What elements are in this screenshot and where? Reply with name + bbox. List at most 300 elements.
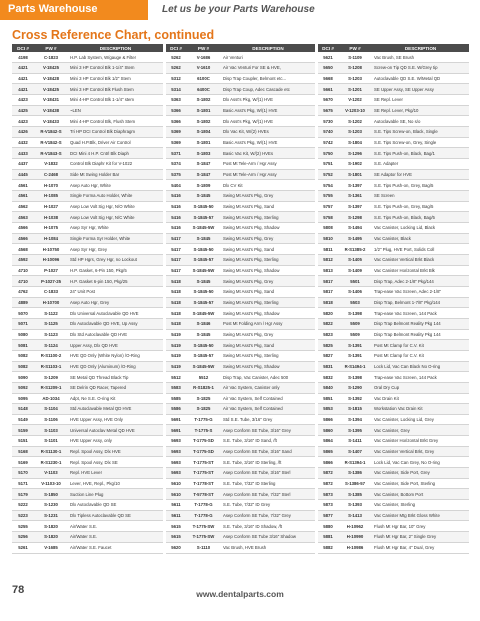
dci-number: 5261 <box>12 542 34 553</box>
table-row <box>166 286 315 297</box>
table-row <box>166 95 315 106</box>
table-row <box>166 510 315 521</box>
table-row <box>166 361 315 372</box>
table-row <box>12 223 163 234</box>
dci-number: 5090 <box>12 372 34 383</box>
dci-number: 5872 <box>318 478 338 489</box>
description: Air/Water S.E. <box>68 521 163 532</box>
pw-number: H-1085 <box>34 191 68 202</box>
dci-number: 5223 <box>12 510 34 521</box>
pw-number: V-1610 <box>186 63 221 74</box>
dci-number: 5650 <box>318 63 338 74</box>
table-row <box>318 159 469 170</box>
table-row <box>318 446 469 457</box>
dci-number: 5149 <box>12 414 34 425</box>
pw-number: S-1406 <box>338 286 372 297</box>
dci-number: 5877 <box>318 510 338 521</box>
pw-number: 6400C <box>186 84 221 95</box>
table-row <box>318 137 469 148</box>
description: Air Vac System, Canister only <box>221 382 315 393</box>
pw-number: S-1801 <box>186 105 221 116</box>
description: 1/2" Plug, HVE Port, Solids Coll <box>372 244 469 255</box>
description: S.E. Tips Push-on, Black, Bag/5 <box>372 212 469 223</box>
table-row <box>166 308 315 319</box>
pw-number: S-1845-5W <box>186 265 221 276</box>
description: Lever, HVE, Repl., Pkg/10 <box>68 478 163 489</box>
pw-number: S-1802 <box>186 116 221 127</box>
description: Swing Mt Asst's Pkg, Grey <box>221 276 315 287</box>
table-row <box>12 105 163 116</box>
table-row <box>318 510 469 521</box>
table-row <box>318 521 469 532</box>
pw-number: H-10990 <box>338 532 372 543</box>
description: Post Mt Tele-Arm / Hgr Assy <box>221 159 315 170</box>
description: Post Mt Tele-Arm / Hgr Assy <box>221 169 315 180</box>
description: SE Repl. Lever, Pkg/10 <box>372 105 469 116</box>
dci-number: 5742 <box>318 137 338 148</box>
dci-number: 4433 <box>12 148 34 159</box>
table-row <box>12 340 163 351</box>
table-row <box>166 489 315 500</box>
pw-number: P-1027-25 <box>34 276 68 287</box>
dci-number: 5840 <box>318 382 338 393</box>
description: Vac Canister, Black <box>372 233 469 244</box>
description: SE Adaptor for HVE <box>372 169 469 180</box>
table-row <box>12 116 163 127</box>
pw-number: H-10962 <box>338 521 372 532</box>
dci-number: 5621 <box>318 52 338 63</box>
table-row <box>318 329 469 340</box>
dci-number: 5417 <box>166 233 186 244</box>
description: SE Delrin QD Racer, Tapered <box>68 382 163 393</box>
description: H.P. Gasket, 6-Pin 150, Pkg/5 <box>68 265 163 276</box>
dci-header: DCI # <box>12 44 34 52</box>
pw-number: 5512 <box>186 372 221 383</box>
pw-number: S-1393 <box>338 500 372 511</box>
table-row <box>318 191 469 202</box>
table-row <box>318 265 469 276</box>
table-row <box>318 404 469 415</box>
description: Vac Canister Vertical Brkt Black <box>372 254 469 265</box>
table-row <box>318 393 469 404</box>
pw-number: S-1122 <box>34 308 68 319</box>
description: Asep Conform SE Tube, 7/32" Grey <box>221 510 315 521</box>
pw-number: S-1846 <box>186 318 221 329</box>
dci-number: 4198 <box>12 52 34 63</box>
pw-number: V-18425 <box>34 63 68 74</box>
pw-number: S-1411 <box>338 436 372 447</box>
table-row <box>12 169 163 180</box>
table-row <box>166 63 315 74</box>
pw-number: S-1208 <box>338 63 372 74</box>
dci-number: 4762 <box>12 286 34 297</box>
description: S.E. Tips Push-on, Grey, Bag/5 <box>372 180 469 191</box>
pw-number: S-1104 <box>34 404 68 415</box>
dci-number: 5880 <box>318 521 338 532</box>
pw-number: S-1803 <box>186 148 221 159</box>
pw-number: R-V1843-S <box>34 148 68 159</box>
pw-number: S-1395 <box>338 425 372 436</box>
pw-number: S-1231 <box>34 510 68 521</box>
dci-number: 5825 <box>318 340 338 351</box>
dci-number: 5171 <box>12 478 34 489</box>
table-row <box>12 414 163 425</box>
description: Screw-on Tip QD S.E. W/Grey tip <box>372 63 469 74</box>
dci-number: 4445 <box>12 169 34 180</box>
dci-number: 5369 <box>166 137 186 148</box>
table-row <box>166 532 315 543</box>
pw-header: PW # <box>338 44 372 52</box>
pw-number: H-10096 <box>34 254 68 265</box>
dci-number: 4568 <box>12 244 34 255</box>
description: HVE QD Only (White Nylon) /O-Ring <box>68 350 163 361</box>
description: S.E. Adapter <box>372 159 469 170</box>
table-row <box>166 372 315 383</box>
description: Asep Syr Hgr, Grey <box>68 244 163 255</box>
description-header: DESCRIPTION <box>221 44 315 52</box>
description: Std Autoclavable Metal QD HVE <box>68 404 163 415</box>
pw-number: P-1027 <box>34 265 68 276</box>
table-row <box>12 500 163 511</box>
dci-number: 5675 <box>318 105 338 116</box>
description: SE Metal QD Thread Black Tip <box>68 372 163 383</box>
table-row <box>166 457 315 468</box>
table-row <box>166 468 315 479</box>
dci-number: 5159 <box>12 425 34 436</box>
pw-number: S-1845-50 <box>186 286 221 297</box>
dci-number: 5418 <box>166 276 186 287</box>
table-row <box>318 223 469 234</box>
dci-number: 5170 <box>12 468 34 479</box>
dci-number: 5583 <box>166 382 186 393</box>
pw-number: T-1775-G <box>186 414 221 425</box>
pw-number: V-18428 <box>34 73 68 84</box>
dci-header: DCI # <box>166 44 186 52</box>
dci-number: 4710 <box>12 265 34 276</box>
table-row <box>12 276 163 287</box>
description: DCI Mini 4 H.P. Cntrl Blk Diaph <box>68 148 163 159</box>
pw-number: S-1845-5W <box>186 308 221 319</box>
pw-number: R-S1825-1 <box>186 382 221 393</box>
table-row <box>166 180 315 191</box>
description: Autoclavable QD S.E. W/Metal QD <box>372 73 469 84</box>
pw-number: V-1832 <box>34 159 68 170</box>
dci-number: 5882 <box>318 542 338 553</box>
dci-number: 5363 <box>166 95 186 106</box>
dci-number: 5314 <box>166 84 186 95</box>
pw-number: S-1397 <box>338 201 372 212</box>
pw-number: V-18438 <box>34 105 68 116</box>
table-row <box>12 63 163 74</box>
table-row <box>318 532 469 543</box>
description: Dlx Asst's Pkg, W/(1) HVE <box>221 95 315 106</box>
table-row <box>318 308 469 319</box>
pw-number: S-1850 <box>34 489 68 500</box>
pw-number: R-S1394-1 <box>338 457 372 468</box>
description: Mini 3 HP Control Blk Flush Stem <box>68 84 163 95</box>
description: Universal Autoclav Metal QD HVE <box>68 425 163 436</box>
description: Repl. HVE Lever <box>68 468 163 479</box>
dci-number: 4592 <box>12 254 34 265</box>
description: S.E. Tube, 3/16" ID Sand, /ft <box>221 436 315 447</box>
dci-number: 4426 <box>12 127 34 138</box>
pw-number: V-1686 <box>186 52 221 63</box>
pw-number: H-10700 <box>34 297 68 308</box>
pw-number: S-1825 <box>186 404 221 415</box>
xref-table-2 <box>166 44 315 554</box>
table-row <box>318 63 469 74</box>
description: Mini 3 HP Control Blk 1-1/4" Stem <box>68 63 163 74</box>
description: Trap-ease Vac Screen, 144 Pack <box>372 372 469 383</box>
table-row <box>318 489 469 500</box>
description: Disp Trap Coup, Adec Cascade etc <box>221 84 315 95</box>
dci-header: DCI # <box>318 44 338 52</box>
dci-number: 5864 <box>318 436 338 447</box>
dci-number: 5255 <box>12 521 34 532</box>
dci-number: 5873 <box>318 500 338 511</box>
dci-number: 5740 <box>318 127 338 138</box>
dci-number: 5371 <box>166 148 186 159</box>
table-row <box>166 297 315 308</box>
pw-number: S-1845 <box>186 276 221 287</box>
table-row <box>12 425 163 436</box>
table-row <box>166 425 315 436</box>
dci-number: 5817 <box>318 276 338 287</box>
dci-number: 4563 <box>12 212 34 223</box>
table-row <box>12 201 163 212</box>
website-url[interactable]: www.dentalparts.com <box>196 589 284 599</box>
dci-number: 5693 <box>166 436 186 447</box>
pw-number: R-S1100-2 <box>34 350 68 361</box>
description: Disp Trap Belmont Reality Pkg 144 <box>372 318 469 329</box>
dci-number: 5312 <box>166 73 186 84</box>
table-row <box>166 478 315 489</box>
description: Dlx Tipless Autoclavable QD SE <box>68 510 163 521</box>
table-row <box>166 350 315 361</box>
dci-number: 5817 <box>318 286 338 297</box>
description: Basic Vac Kit, W/(2) HVEs <box>221 148 315 159</box>
dci-number: 5585 <box>166 393 186 404</box>
pw-number: S-1845-50 <box>186 201 221 212</box>
dci-number: 5822 <box>318 318 338 329</box>
pw-number: S-1845-50 <box>186 340 221 351</box>
pw-number: C-1823 <box>34 52 68 63</box>
pw-number: S-1801 <box>186 137 221 148</box>
description: Dlx CV Kit <box>221 180 315 191</box>
description: Suction Line Plug <box>68 489 163 500</box>
dci-number: 5881 <box>318 532 338 543</box>
dci-number: 5416 <box>166 212 186 223</box>
pw-number: S-1409 <box>338 265 372 276</box>
description: S.E. Tube, 7/32" ID Grey <box>221 500 315 511</box>
footer <box>0 574 480 621</box>
pw-number: T-1778-ST <box>186 478 221 489</box>
pw-number: V-1203-10 <box>338 105 372 116</box>
description: Asep Syr Hgr, White <box>68 223 163 234</box>
pw-number: S-1298 <box>338 212 372 223</box>
description: Asep Conform SE Tube, 3/16" Sterl <box>221 468 315 479</box>
table-row <box>166 148 315 159</box>
description: S.E. Tips Push-on, Grey, Bag/5 <box>372 201 469 212</box>
description: Repl. Spool Assy, Dlx SE <box>68 457 163 468</box>
pw-number: S-1845-5W <box>186 361 221 372</box>
dci-number: 5752 <box>318 169 338 180</box>
dci-number: 4561 <box>12 191 34 202</box>
dci-number: 5366 <box>166 105 186 116</box>
top-bar <box>0 0 480 20</box>
description: Air Vac Venturi For SE & HVE, <box>221 63 315 74</box>
pw-number: R-S1103-1 <box>34 361 68 372</box>
dci-number: 5256 <box>12 532 34 543</box>
table-row <box>12 52 163 63</box>
table-row <box>318 73 469 84</box>
table-row <box>12 297 163 308</box>
description: Asep Auto Hgr, White <box>68 180 163 191</box>
dci-number: 5757 <box>318 201 338 212</box>
description: Quad H.P.Blk, Driver Air Control <box>68 137 163 148</box>
description: Oral Dry Cup <box>372 382 469 393</box>
pw-number: S-1101 <box>34 436 68 447</box>
description: S.E. Tips Screw-on, Grey, Single <box>372 137 469 148</box>
pw-number: S-1124 <box>34 340 68 351</box>
pw-number: T-1775-SW <box>186 521 221 532</box>
pw-number: S-1809 <box>186 180 221 191</box>
description: HVE Upper Assy, HVE Only <box>68 414 163 425</box>
pw-number: S-1825 <box>186 393 221 404</box>
table-row <box>318 478 469 489</box>
dci-number: 5375 <box>166 169 186 180</box>
description: Repl. Spool Assy, Dlx HVE <box>68 446 163 457</box>
pw-number: S-1109 <box>338 52 372 63</box>
dci-number: 5404 <box>166 180 186 191</box>
pw-number: S-1815 <box>338 404 372 415</box>
description-header: DESCRIPTION <box>68 44 163 52</box>
dci-number: 5691 <box>166 425 186 436</box>
table-row <box>166 137 315 148</box>
table-row <box>12 532 163 543</box>
pw-number: S-1845-57 <box>186 212 221 223</box>
description: Flush Mt Hgr Bar, 10" Grey <box>372 521 469 532</box>
dci-number: 5586 <box>166 404 186 415</box>
table-row <box>166 276 315 287</box>
dci-number: 5866 <box>318 414 338 425</box>
description: Post Mt Folding Arm / Hgr Assy <box>221 318 315 329</box>
description: Tri HP DCI Control Blk Diaphragm <box>68 127 163 138</box>
dci-number: 5693 <box>166 468 186 479</box>
table-row <box>12 212 163 223</box>
description: H.P. Gasket 6-pin 150, Pkg/25 <box>68 276 163 287</box>
table-row <box>166 265 315 276</box>
description: Vac Canister Horizontal Brkt Blk <box>372 265 469 276</box>
dci-number: 5095 <box>12 393 34 404</box>
pw-number: S-1902 <box>338 159 372 170</box>
table-row <box>166 436 315 447</box>
description: Swing Mt Asst's Pkg, Sand <box>221 286 315 297</box>
table-row <box>318 542 469 553</box>
pw-number: 5501 <box>338 276 372 287</box>
dci-number: 5081 <box>12 340 34 351</box>
table-row <box>12 372 163 383</box>
dci-number: 5611 <box>166 500 186 511</box>
table-row <box>166 233 315 244</box>
dci-number: 5751 <box>318 159 338 170</box>
table-row <box>166 201 315 212</box>
pw-number: 5509 <box>338 318 372 329</box>
dci-number: 5418 <box>166 308 186 319</box>
table-row <box>12 468 163 479</box>
dci-number: 5366 <box>166 116 186 127</box>
cross-reference-tables <box>12 44 469 554</box>
dci-number: 5168 <box>12 446 34 457</box>
description: Flush Mt Hgr Bar, 2" Single Grey <box>372 532 469 543</box>
table-row <box>12 137 163 148</box>
table-row <box>12 180 163 191</box>
table-row <box>318 233 469 244</box>
table-row <box>166 212 315 223</box>
pw-number: V-1202 <box>338 95 372 106</box>
table-row <box>166 329 315 340</box>
description: Vac Drain Kit <box>372 393 469 404</box>
dci-number: 5851 <box>318 393 338 404</box>
dci-number: 5419 <box>166 340 186 351</box>
table-row <box>12 382 163 393</box>
description: S.E. Tips Push-on, Black, Bag/1 <box>372 148 469 159</box>
dci-number: 5808 <box>318 223 338 234</box>
description: Asep Auto Hgr, Grey <box>68 297 163 308</box>
pw-number: S-1845 <box>186 233 221 244</box>
pw-number: H-1038 <box>34 212 68 223</box>
table-row <box>318 500 469 511</box>
pw-number: S-1201 <box>338 84 372 95</box>
description: Air Vac System, Self Contained <box>221 404 315 415</box>
dci-number: 4561 <box>12 180 34 191</box>
table-row <box>12 233 163 244</box>
description: Autoclavable SE, No s/o <box>372 116 469 127</box>
pw-number: 6100C <box>186 73 221 84</box>
table-row <box>12 244 163 255</box>
dci-number: 5611 <box>166 510 186 521</box>
dci-number: 5693 <box>166 446 186 457</box>
dci-number: 4562 <box>12 201 34 212</box>
pw-number: S-1845-57 <box>186 254 221 265</box>
description: Trap-ease Vac Screen, 144 Pack <box>372 308 469 319</box>
description: Adpt, Ne S.E. O-ring Kit <box>68 393 163 404</box>
table-row <box>12 393 163 404</box>
pw-number: S-1845-57 <box>186 350 221 361</box>
pw-number: S-1125 <box>34 318 68 329</box>
dci-number: 4889 <box>12 297 34 308</box>
pw-number: S-1398 <box>338 308 372 319</box>
dci-number: 5872 <box>318 468 338 479</box>
table-row <box>166 223 315 234</box>
dci-number: 5610 <box>166 478 186 489</box>
pw-number: S-1820 <box>34 521 68 532</box>
pw-number: S-1386 <box>338 468 372 479</box>
dci-number: 5418 <box>166 297 186 308</box>
pw-number: R-S1385-2 <box>338 244 372 255</box>
table-row <box>166 105 315 116</box>
table-row <box>12 148 163 159</box>
pw-number: S-1110 <box>186 542 221 553</box>
description: Lock Lid, Vac Can Black No O-ring <box>372 361 469 372</box>
dci-number: 5419 <box>166 350 186 361</box>
dci-number: 5080 <box>12 329 34 340</box>
description: Vac Canister Horizontal Brkt Grey <box>372 436 469 447</box>
table-row <box>318 372 469 383</box>
description: Swing Mt Asst's Pkg, Sterling <box>221 350 315 361</box>
description: Std S.E. Tube, 3/16" Grey <box>221 414 315 425</box>
table-row <box>318 361 469 372</box>
